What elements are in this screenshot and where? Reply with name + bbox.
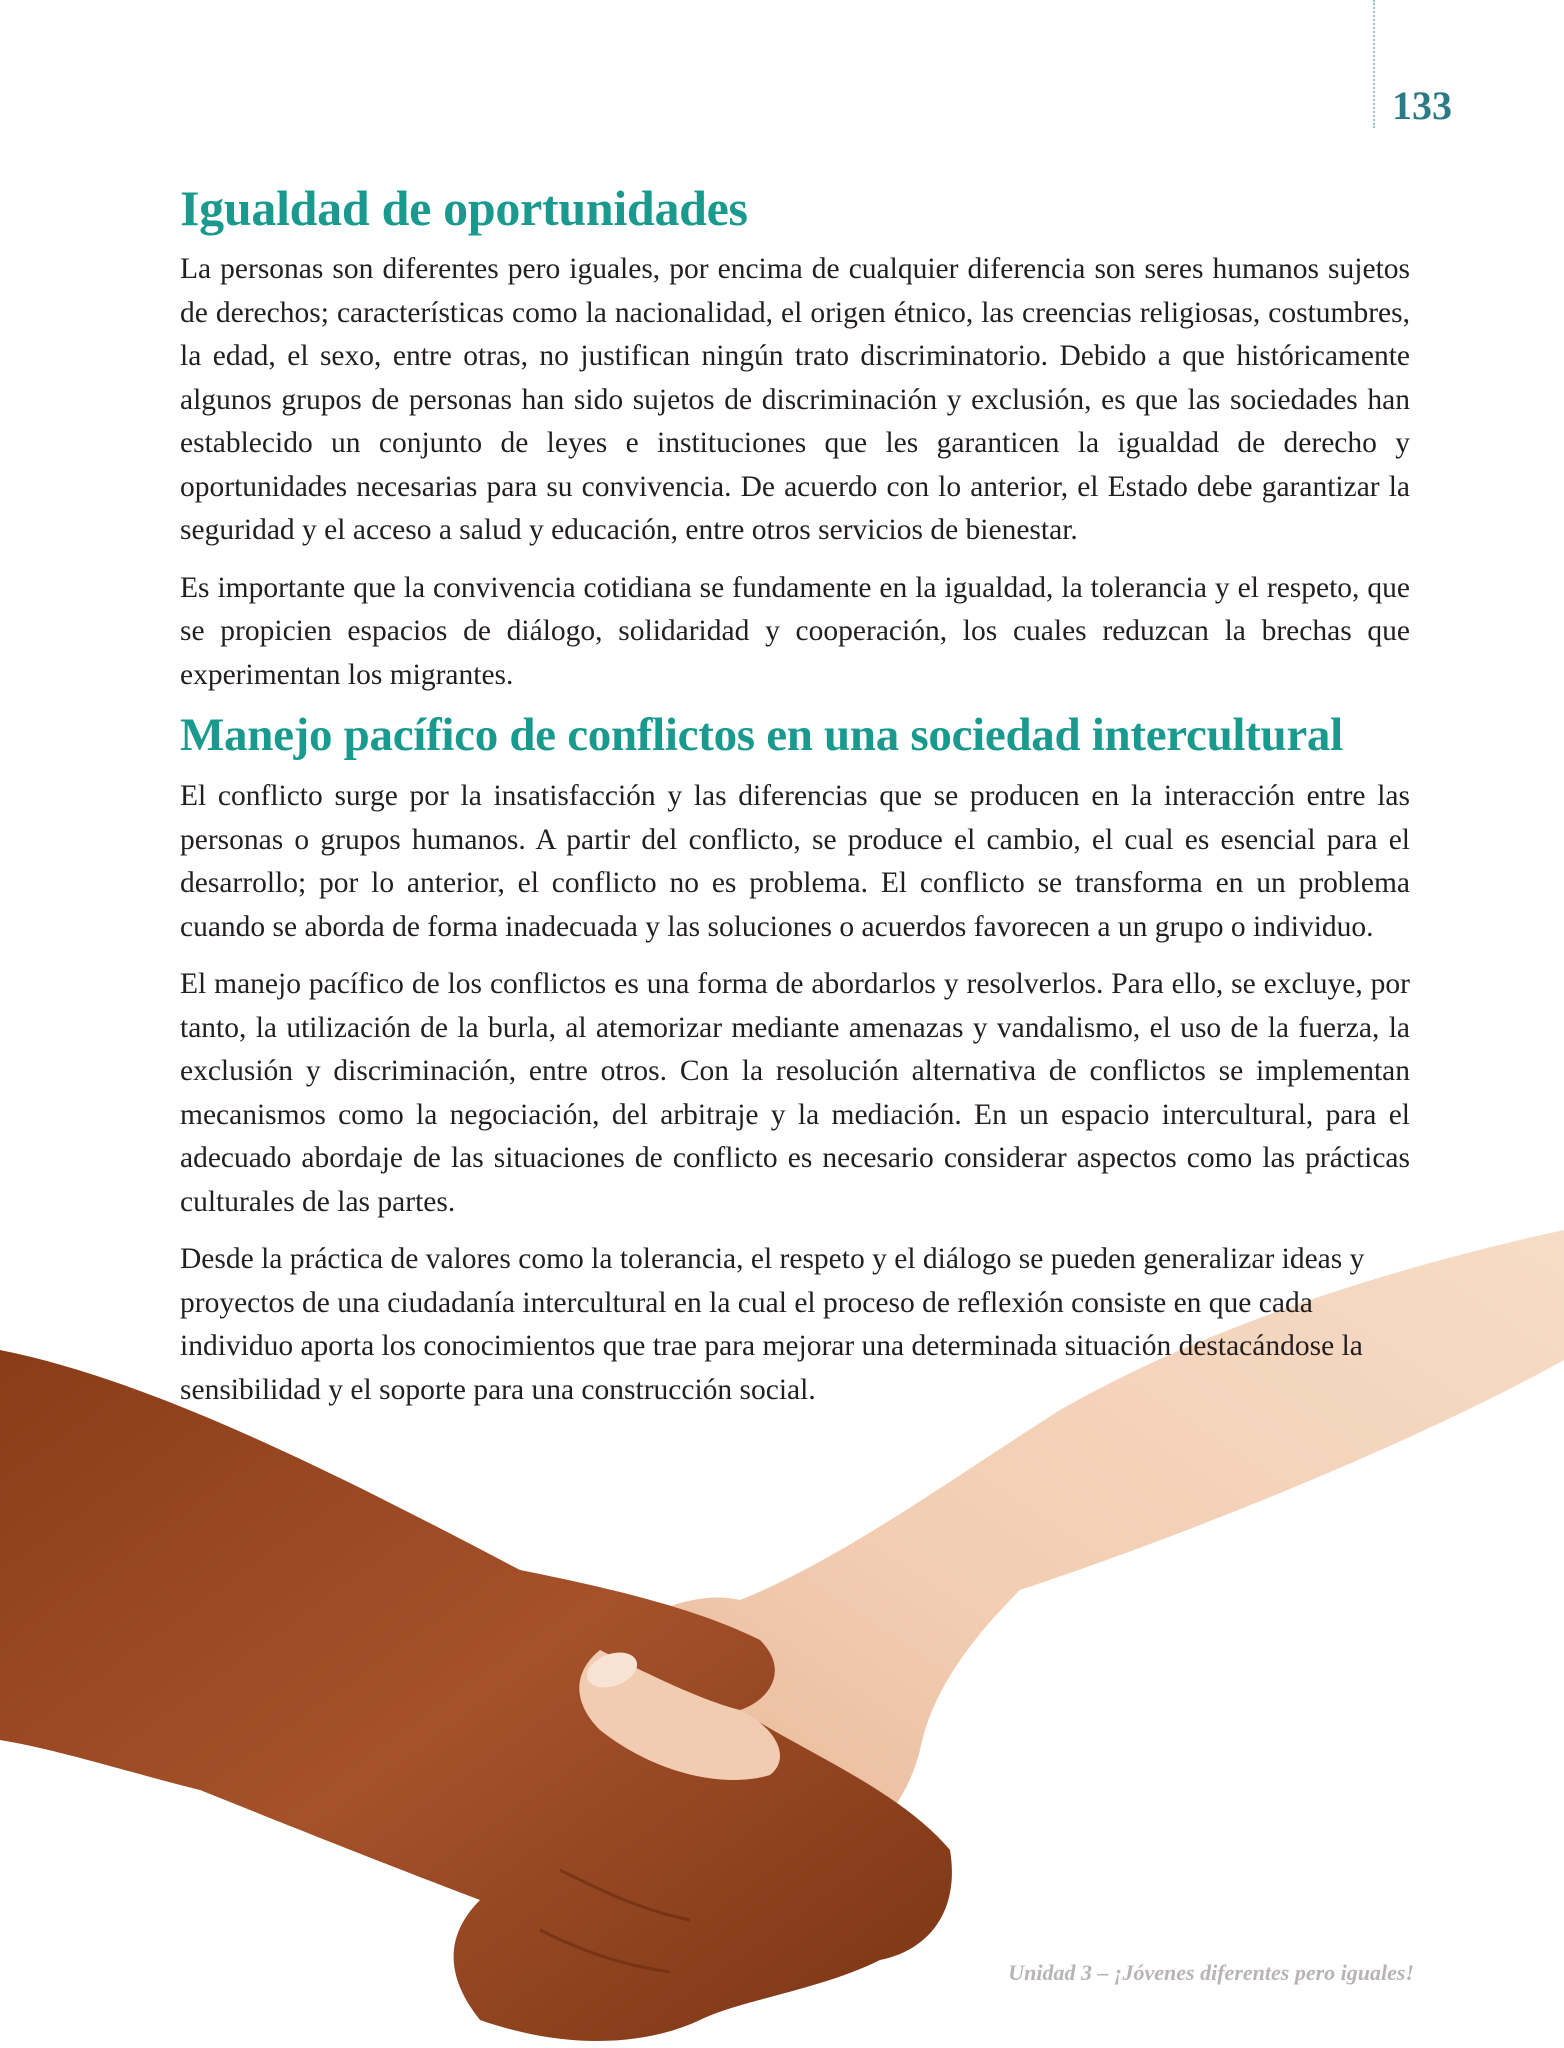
page-margin-rule: [1373, 0, 1375, 128]
paragraph: La personas son diferentes pero iguales, por encima de cualquier diferencia son seres humanos sujetos de derechos; características como la nacionalidad, el origen étnico, las creencias religiosas, costumbres, la edad, el sexo, entre otras, no justifican ningún trato discriminatorio. Debido a que históricamente algunos grupos de personas han sido sujetos de discriminación y exclusión, es que las sociedades han establecido un conjunto de leyes e instituciones que les garanticen la igualdad de derecho y oportunidades necesarias para su convivencia. De acuerdo con lo anterior, el Estado debe garantizar la seguridad y el acceso a salud y educación, entre otros servicios de bienestar.: [180, 253, 1410, 546]
section-title-equality: Igualdad de oportunidades: [180, 180, 748, 236]
page-content: [180, 176, 1410, 1412]
paragraph: El manejo pacífico de los conflictos es una forma de abordarlos y resolverlos. Para ello, se excluye, por tanto, la utilización de la burla, al atemorizar mediante amenazas y vandalismo, el uso de la fuerza, la exclusión y discriminación, entre otros. Con la resolución alternativa de conflictos se implementan mecanismos como la negociación, del arbitraje y la mediación. En un espacio intercultural, para el adecuado abordaje de las situaciones de conflicto es necesario considerar aspectos como las prácticas culturales de las partes.: [180, 968, 1410, 1218]
footer-unit-label: Unidad 3 – ¡Jóvenes diferentes pero iguales!: [1008, 1960, 1414, 1985]
section-title-conflict: Manejo pacífico de conflictos en una sociedad intercultural: [180, 709, 1343, 761]
paragraph: El conflicto surge por la insatisfacción y las diferencias que se producen en la interacción entre las personas o grupos humanos. A partir del conflicto, se produce el cambio, el cual es esencial para el desarrollo; por lo anterior, el conflicto no es problema. El conflicto se transforma en un problema cuando se aborda de forma inadecuada y las soluciones o acuerdos favorecen a un grupo o individuo.: [180, 780, 1410, 943]
paragraph: Desde la práctica de valores como la tolerancia, el respeto y el diálogo se pueden generalizar ideas y proyectos de una ciudadanía intercultural en la cual el proceso de reflexión consiste en que cada individuo aporta los conocimientos que trae para mejorar una determinada situación destacándose la sensibilidad y el soporte para una construcción social.: [180, 1243, 1365, 1406]
paragraph: Es importante que la convivencia cotidiana se fundamente en la igualdad, la tolerancia y el respeto, que se propicien espacios de diálogo, solidaridad y cooperación, los cuales reduzcan la brechas que experimentan los migrantes.: [180, 571, 1410, 691]
page-number: 133: [1392, 83, 1452, 128]
